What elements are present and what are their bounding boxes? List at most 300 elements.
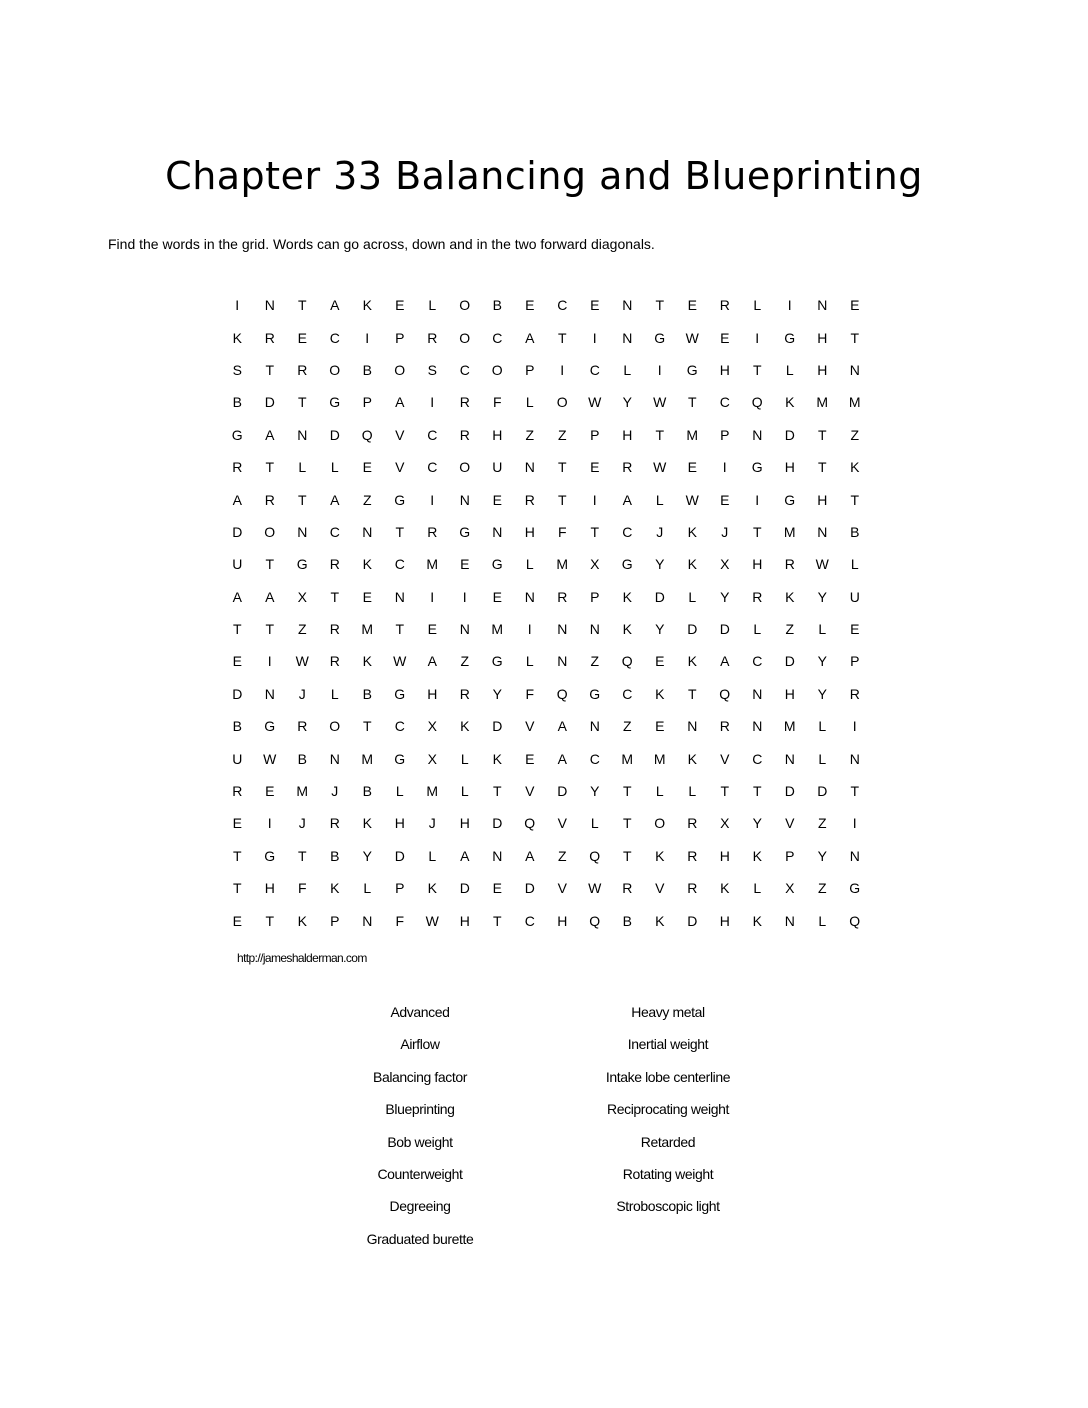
grid-letter: A — [232, 491, 242, 508]
grid-letter: Q — [751, 394, 763, 411]
grid-letter: V — [785, 815, 795, 832]
grid-letter: Y — [752, 815, 762, 832]
grid-letter: F — [297, 880, 307, 897]
grid-letter: C — [394, 556, 405, 573]
grid-letter: W — [815, 556, 829, 573]
grid-letter: M — [361, 621, 374, 638]
grid-letter: N — [849, 361, 860, 378]
grid-letter: K — [655, 912, 665, 929]
grid-letter: L — [590, 815, 599, 832]
grid-letter: C — [752, 653, 763, 670]
grid-letter: T — [232, 847, 242, 864]
grid-letter: L — [525, 394, 534, 411]
word-list-item: Rotating weight — [622, 1165, 714, 1182]
grid-letter: H — [394, 815, 405, 832]
grid-letter: C — [524, 912, 535, 929]
grid-letter: G — [491, 653, 503, 670]
grid-letter: I — [527, 621, 532, 638]
grid-letter: Y — [720, 588, 730, 605]
grid-letter: G — [264, 847, 276, 864]
grid-letter: L — [460, 750, 469, 767]
grid-letter: I — [592, 491, 597, 508]
grid-letter: T — [850, 783, 860, 800]
grid-letter: M — [426, 556, 439, 573]
grid-letter: M — [816, 394, 829, 411]
grid-letter: T — [297, 394, 307, 411]
grid-letter: L — [688, 783, 697, 800]
grid-letter: X — [590, 556, 600, 573]
grid-letter: M — [653, 750, 666, 767]
grid-letter: M — [621, 750, 634, 767]
grid-letter: I — [430, 491, 435, 508]
grid-letter: E — [395, 297, 405, 314]
grid-letter: K — [850, 459, 860, 476]
grid-letter: E — [687, 297, 697, 314]
grid-letter: R — [329, 815, 340, 832]
grid-letter: H — [719, 912, 730, 929]
instructions: Find the words in the grid. Words can go across, down and in the two forward diagonals. — [108, 236, 655, 252]
grid-letter: A — [265, 426, 275, 443]
grid-letter: T — [297, 847, 307, 864]
grid-letter: I — [235, 297, 240, 314]
grid-letter: G — [264, 718, 276, 735]
grid-letter: D — [784, 783, 795, 800]
grid-letter: P — [395, 880, 405, 897]
grid-letter: L — [363, 880, 372, 897]
grid-letter: E — [427, 621, 437, 638]
grid-letter: V — [720, 750, 730, 767]
grid-letter: L — [525, 556, 534, 573]
grid-letter: I — [657, 361, 662, 378]
grid-letter: A — [720, 653, 730, 670]
grid-letter: P — [850, 653, 860, 670]
grid-letter: Y — [817, 653, 827, 670]
grid-letter: H — [719, 361, 730, 378]
grid-letter: R — [459, 426, 470, 443]
grid-letter: N — [784, 750, 795, 767]
word-list-item: Inertial weight — [627, 1036, 709, 1053]
grid-letter: G — [589, 685, 601, 702]
grid-letter: T — [297, 491, 307, 508]
grid-letter: D — [784, 653, 795, 670]
grid-letter: T — [297, 297, 307, 314]
grid-letter: U — [232, 556, 243, 573]
grid-letter: L — [753, 880, 762, 897]
grid-letter: Q — [524, 815, 536, 832]
grid-letter: D — [492, 718, 503, 735]
grid-letter: H — [719, 847, 730, 864]
grid-letter: H — [817, 329, 828, 346]
grid-letter: M — [783, 523, 796, 540]
grid-letter: K — [362, 815, 372, 832]
grid-letter: K — [427, 880, 437, 897]
grid-letter: E — [687, 459, 697, 476]
grid-letter: O — [329, 718, 341, 735]
grid-letter: L — [623, 361, 632, 378]
word-list-item: Retarded — [640, 1133, 696, 1150]
grid-letter: Q — [589, 912, 601, 929]
grid-letter: I — [755, 491, 760, 508]
grid-letter: K — [752, 912, 762, 929]
grid-letter: R — [329, 621, 340, 638]
grid-letter: Q — [556, 685, 568, 702]
grid-letter: D — [394, 847, 405, 864]
grid-letter: T — [752, 523, 762, 540]
grid-letter: D — [459, 880, 470, 897]
grid-letter: D — [817, 783, 828, 800]
grid-letter: K — [622, 621, 632, 638]
grid-letter: D — [654, 588, 665, 605]
grid-letter: W — [685, 491, 699, 508]
grid-letter: R — [687, 847, 698, 864]
word-list-item: Bob weight — [387, 1133, 453, 1150]
grid-letter: K — [655, 847, 665, 864]
grid-letter: E — [655, 718, 665, 735]
grid-letter: A — [622, 491, 632, 508]
grid-letter: N — [817, 297, 828, 314]
grid-letter: M — [686, 426, 699, 443]
grid-letter: R — [622, 880, 633, 897]
grid-letter: Z — [850, 426, 860, 443]
grid-letter: Z — [557, 426, 567, 443]
grid-letter: R — [427, 329, 438, 346]
grid-letter: T — [752, 361, 762, 378]
grid-letter: C — [589, 361, 600, 378]
grid-letter: N — [492, 847, 503, 864]
grid-letter: N — [849, 750, 860, 767]
grid-letter: I — [592, 329, 597, 346]
grid-letter: T — [492, 912, 502, 929]
grid-letter: M — [426, 783, 439, 800]
grid-letter: Q — [361, 426, 373, 443]
grid-letter: T — [395, 523, 405, 540]
grid-letter: E — [492, 880, 502, 897]
grid-letter: T — [590, 523, 600, 540]
grid-letter: T — [752, 783, 762, 800]
grid-letter: L — [753, 621, 762, 638]
grid-letter: L — [428, 297, 437, 314]
word-list-item: Intake lobe centerline — [605, 1068, 731, 1085]
grid-letter: E — [297, 329, 307, 346]
grid-letter: Y — [655, 556, 665, 573]
grid-letter: Z — [297, 621, 307, 638]
grid-letter: T — [720, 783, 730, 800]
grid-letter: O — [491, 361, 503, 378]
grid-letter: F — [557, 523, 567, 540]
grid-letter: U — [232, 750, 243, 767]
grid-letter: C — [459, 361, 470, 378]
grid-letter: R — [427, 523, 438, 540]
grid-letter: W — [653, 459, 667, 476]
grid-letter: N — [459, 491, 470, 508]
grid-letter: G — [751, 459, 763, 476]
grid-letter: I — [852, 718, 857, 735]
grid-letter: E — [362, 459, 372, 476]
source-url: http://jameshalderman.com — [237, 951, 367, 965]
grid-letter: H — [524, 523, 535, 540]
grid-letter: D — [784, 426, 795, 443]
grid-letter: Y — [817, 847, 827, 864]
grid-letter: K — [362, 653, 372, 670]
grid-letter: Z — [362, 491, 372, 508]
grid-letter: D — [232, 523, 243, 540]
grid-letter: I — [755, 329, 760, 346]
grid-letter: A — [557, 750, 567, 767]
grid-letter: F — [525, 685, 535, 702]
grid-letter: L — [460, 783, 469, 800]
grid-letter: P — [785, 847, 795, 864]
grid-letter: T — [557, 459, 567, 476]
grid-letter: V — [525, 718, 535, 735]
grid-letter: P — [395, 329, 405, 346]
grid-letter: R — [329, 556, 340, 573]
grid-letter: K — [687, 523, 697, 540]
grid-letter: C — [329, 329, 340, 346]
grid-letter: I — [430, 394, 435, 411]
grid-letter: C — [557, 297, 568, 314]
grid-letter: M — [491, 621, 504, 638]
grid-letter: G — [329, 394, 341, 411]
grid-letter: R — [557, 588, 568, 605]
grid-letter: D — [524, 880, 535, 897]
grid-letter: K — [655, 685, 665, 702]
grid-letter: K — [785, 588, 795, 605]
grid-letter: L — [395, 783, 404, 800]
grid-letter: L — [818, 912, 827, 929]
grid-letter: K — [492, 750, 502, 767]
grid-letter: V — [655, 880, 665, 897]
grid-letter: G — [686, 361, 698, 378]
grid-letter: N — [622, 297, 633, 314]
grid-letter: W — [653, 394, 667, 411]
grid-letter: Z — [557, 847, 567, 864]
grid-letter: A — [557, 718, 567, 735]
grid-letter: E — [265, 783, 275, 800]
grid-letter: Y — [817, 685, 827, 702]
grid-letter: C — [589, 750, 600, 767]
grid-letter: N — [264, 685, 275, 702]
word-list-item: Advanced — [390, 1004, 450, 1020]
grid-letter: T — [362, 718, 372, 735]
grid-letter: O — [459, 459, 471, 476]
word-list-item: Airflow — [400, 1036, 440, 1053]
grid-letter: Z — [590, 653, 600, 670]
grid-letter: G — [784, 491, 796, 508]
grid-letter: N — [524, 588, 535, 605]
grid-letter: W — [425, 912, 439, 929]
grid-letter: Y — [622, 394, 632, 411]
grid-letter: X — [720, 556, 730, 573]
grid-letter: H — [557, 912, 568, 929]
grid-letter: T — [265, 361, 275, 378]
grid-letter: Q — [849, 912, 861, 929]
grid-letter: H — [622, 426, 633, 443]
grid-letter: C — [492, 329, 503, 346]
grid-letter: Q — [621, 653, 633, 670]
grid-letter: P — [590, 588, 600, 605]
grid-letter: Y — [590, 783, 600, 800]
grid-letter: X — [785, 880, 795, 897]
grid-letter: Z — [817, 880, 827, 897]
grid-letter: G — [394, 750, 406, 767]
grid-letter: J — [331, 783, 339, 800]
grid-letter: B — [330, 847, 340, 864]
grid-letter: L — [330, 459, 339, 476]
grid-letter: R — [459, 685, 470, 702]
grid-letter: D — [687, 912, 698, 929]
word-list-item: Blueprinting — [385, 1101, 455, 1118]
grid-letter: H — [784, 459, 795, 476]
grid-letter: K — [687, 653, 697, 670]
grid-letter: E — [460, 556, 470, 573]
grid-letter: E — [492, 588, 502, 605]
grid-letter: E — [850, 621, 860, 638]
grid-letter: H — [459, 912, 470, 929]
grid-letter: C — [719, 394, 730, 411]
grid-letter: L — [818, 750, 827, 767]
grid-letter: Q — [719, 685, 731, 702]
grid-letter: T — [232, 621, 242, 638]
grid-letter: H — [817, 361, 828, 378]
word-list-left — [320, 1000, 520, 1259]
grid-letter: M — [556, 556, 569, 573]
grid-letter: H — [752, 556, 763, 573]
grid-letter: H — [492, 426, 503, 443]
grid-letter: P — [362, 394, 372, 411]
grid-letter: C — [329, 523, 340, 540]
grid-letter: E — [232, 912, 242, 929]
grid-letter: T — [265, 459, 275, 476]
grid-letter: T — [655, 426, 665, 443]
grid-letter: G — [231, 426, 243, 443]
grid-letter: N — [362, 523, 373, 540]
grid-letter: E — [525, 297, 535, 314]
grid-letter: R — [719, 297, 730, 314]
grid-letter: J — [298, 815, 306, 832]
grid-letter: K — [330, 880, 340, 897]
grid-letter: N — [687, 718, 698, 735]
grid-letter: E — [232, 653, 242, 670]
grid-letter: C — [427, 426, 438, 443]
grid-letter: N — [394, 588, 405, 605]
grid-letter: E — [590, 297, 600, 314]
grid-letter: B — [362, 361, 372, 378]
grid-letter: Y — [492, 685, 502, 702]
grid-letter: A — [525, 329, 535, 346]
grid-letter: J — [428, 815, 436, 832]
grid-letter: L — [330, 685, 339, 702]
grid-letter: G — [784, 329, 796, 346]
grid-letter: B — [297, 750, 307, 767]
grid-letter: V — [395, 459, 405, 476]
grid-letter: R — [524, 491, 535, 508]
grid-letter: N — [817, 523, 828, 540]
grid-letter: X — [427, 750, 437, 767]
grid-letter: T — [557, 491, 567, 508]
grid-letter: L — [850, 556, 859, 573]
grid-letter: P — [330, 912, 340, 929]
grid-letter: M — [783, 718, 796, 735]
grid-letter: T — [622, 815, 632, 832]
grid-letter: D — [329, 426, 340, 443]
grid-letter: Z — [785, 621, 795, 638]
grid-letter: T — [232, 880, 242, 897]
letter-grid — [221, 289, 871, 937]
grid-letter: Y — [817, 588, 827, 605]
grid-letter: K — [362, 556, 372, 573]
grid-letter: O — [556, 394, 568, 411]
grid-letter: T — [265, 912, 275, 929]
grid-letter: E — [492, 491, 502, 508]
grid-letter: I — [462, 588, 467, 605]
grid-letter: J — [298, 685, 306, 702]
grid-letter: U — [492, 459, 503, 476]
grid-letter: X — [297, 588, 307, 605]
word-list-item: Degreeing — [389, 1198, 451, 1215]
grid-letter: A — [232, 588, 242, 605]
grid-letter: V — [525, 783, 535, 800]
word-list-item: Heavy metal — [631, 1004, 705, 1020]
grid-letter: N — [849, 847, 860, 864]
grid-letter: G — [849, 880, 861, 897]
grid-letter: B — [492, 297, 502, 314]
grid-letter: E — [720, 491, 730, 508]
grid-letter: Y — [362, 847, 372, 864]
grid-letter: N — [557, 653, 568, 670]
grid-letter: P — [525, 361, 535, 378]
grid-letter: U — [849, 588, 860, 605]
grid-letter: T — [557, 329, 567, 346]
grid-letter: T — [622, 847, 632, 864]
grid-letter: G — [296, 556, 308, 573]
grid-letter: R — [232, 783, 243, 800]
grid-letter: N — [784, 912, 795, 929]
grid-letter: X — [427, 718, 437, 735]
grid-letter: M — [361, 750, 374, 767]
grid-letter: R — [297, 718, 308, 735]
grid-letter: N — [752, 426, 763, 443]
grid-letter: E — [720, 329, 730, 346]
grid-letter: J — [721, 523, 729, 540]
grid-letter: R — [264, 491, 275, 508]
grid-letter: B — [850, 523, 860, 540]
word-list-right — [568, 1000, 768, 1227]
grid-letter: L — [818, 718, 827, 735]
grid-letter: R — [752, 588, 763, 605]
grid-letter: H — [817, 491, 828, 508]
grid-letter: P — [590, 426, 600, 443]
grid-letter: E — [525, 750, 535, 767]
grid-letter: O — [394, 361, 406, 378]
grid-letter: O — [654, 815, 666, 832]
grid-letter: D — [232, 685, 243, 702]
grid-letter: K — [362, 297, 372, 314]
grid-letter: N — [752, 718, 763, 735]
grid-letter: L — [785, 361, 794, 378]
grid-letter: G — [491, 556, 503, 573]
grid-letter: L — [655, 491, 664, 508]
grid-letter: V — [557, 880, 567, 897]
grid-letter: I — [722, 459, 727, 476]
grid-letter: C — [394, 718, 405, 735]
grid-letter: T — [265, 556, 275, 573]
grid-letter: W — [295, 653, 309, 670]
grid-letter: L — [818, 621, 827, 638]
grid-letter: N — [459, 621, 470, 638]
grid-letter: R — [297, 361, 308, 378]
grid-letter: P — [720, 426, 730, 443]
grid-letter: K — [232, 329, 242, 346]
